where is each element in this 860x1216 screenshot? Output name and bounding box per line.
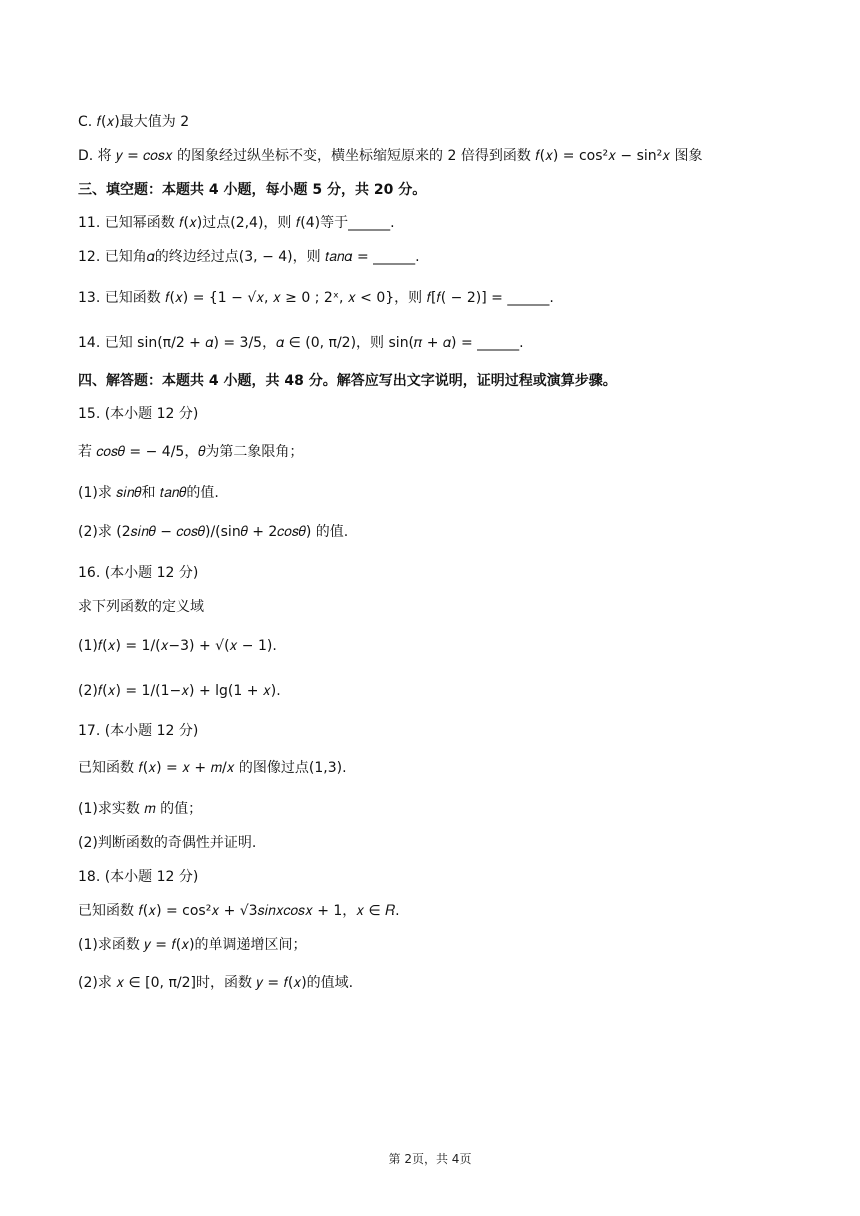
question-15-header: 15. (本小题 12 分) (78, 406, 199, 422)
question-17-part-1: (1)求实数 𝑚 的值； (78, 801, 203, 817)
question-18-header: 18. (本小题 12 分) (78, 869, 199, 885)
question-16-part-2: (2)𝑓(𝑥) = 1/(1−𝑥) + lg(1 + 𝑥). (78, 683, 281, 699)
question-15-part-2: (2)求 (2𝑠𝑖𝑛𝜃 − 𝑐𝑜𝑠𝜃)/(sin𝜃 + 2𝑐𝑜𝑠𝜃) 的值. (78, 524, 349, 540)
question-17-header: 17. (本小题 12 分) (78, 723, 199, 739)
section-fill-in-heading: 三、填空题：本题共 4 小题，每小题 5 分，共 20 分。 (78, 182, 427, 198)
section-solutions-heading: 四、解答题：本题共 4 小题，共 48 分。解答应写出文字说明，证明过程或演算步骤。 (78, 373, 617, 389)
question-16-header: 16. (本小题 12 分) (78, 565, 199, 581)
option-c: C. 𝑓(𝑥)最大值为 2 (78, 114, 190, 130)
question-16-stem: 求下列函数的定义域 (78, 599, 204, 615)
question-16-part-1: (1)𝑓(𝑥) = 1/(𝑥−3) + √(𝑥 − 1). (78, 638, 277, 654)
question-18-stem: 已知函数 𝑓(𝑥) = cos²𝑥 + √3𝑠𝑖𝑛𝑥𝑐𝑜𝑠𝑥 + 1，𝑥 ∈ 𝑅. (78, 903, 400, 919)
question-17-part-2: (2)判断函数的奇偶性并证明. (78, 835, 257, 851)
question-14: 14. 已知 sin(π/2 + 𝛼) = 3/5，𝛼 ∈ (0, π/2)，则 sin(𝜋 + 𝛼) = ______. (78, 335, 524, 351)
question-18-part-2: (2)求 𝑥 ∈ [0, π/2]时，函数 𝑦 = 𝑓(𝑥)的值域. (78, 975, 354, 991)
question-15-stem: 若 𝑐𝑜𝑠𝜃 = − 4/5，𝜃为第二象限角； (78, 444, 304, 460)
question-18-part-1: (1)求函数 𝑦 = 𝑓(𝑥)的单调递增区间； (78, 937, 307, 953)
page-footer: 第 2页，共 4页 (388, 1152, 472, 1166)
question-12: 12. 已知角𝛼的终边经过点(3, − 4)，则 𝑡𝑎𝑛𝛼 = ______. (78, 249, 420, 265)
question-17-stem: 已知函数 𝑓(𝑥) = 𝑥 + 𝑚/𝑥 的图像过点(1,3). (78, 760, 347, 776)
question-11: 11. 已知幂函数 𝑓(𝑥)过点(2,4)，则 𝑓(4)等于______. (78, 215, 395, 231)
question-13: 13. 已知函数 𝑓(𝑥) = {1 − √𝑥, 𝑥 ≥ 0 ; 2ˣ, 𝑥 < 0}，则 𝑓[𝑓( − 2)] = ______. (78, 290, 554, 306)
option-d: D. 将 𝑦 = 𝑐𝑜𝑠𝑥 的图象经过纵坐标不变，横坐标缩短原来的 2 倍得到函数 𝑓(𝑥) = cos²𝑥 − sin²𝑥 图象 (78, 148, 703, 164)
question-15-part-1: (1)求 𝑠𝑖𝑛𝜃和 𝑡𝑎𝑛𝜃的值. (78, 485, 219, 501)
